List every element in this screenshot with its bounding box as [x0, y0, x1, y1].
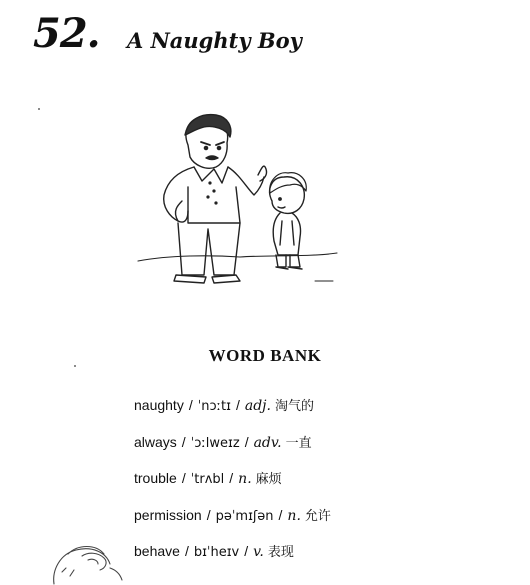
entry-meaning: 表现 — [267, 545, 294, 560]
entry-phonetic: ˈɔːlweɪz — [190, 435, 240, 451]
entry-meaning: 麻烦 — [255, 472, 282, 487]
word-bank-list — [134, 395, 331, 578]
entry-phonetic: ˈtrʌbl — [190, 472, 225, 487]
entry-phonetic: pəˈmɪʃən — [215, 508, 274, 524]
page-speck — [38, 108, 40, 110]
entry-phonetic: bɪˈheɪv — [193, 545, 240, 560]
entry-word: trouble — [134, 470, 177, 486]
word-bank-entry: naughty / ˈnɔːtɪ / adj. 淘气的 — [134, 397, 314, 414]
entry-phonetic: ˈnɔːtɪ — [197, 399, 231, 414]
entry-part-of-speech: n. — [238, 471, 252, 487]
word-bank-entry: trouble / ˈtrʌbl / n. 麻烦 — [134, 470, 282, 487]
entry-part-of-speech: adv. — [253, 434, 282, 451]
entry-part-of-speech: n. — [287, 507, 301, 524]
word-bank-entry: permission / pəˈmɪʃən / n. 允许 — [134, 506, 331, 524]
entry-part-of-speech: v. — [253, 544, 264, 560]
corner-sketch-illustration — [48, 540, 128, 585]
entry-meaning: 一直 — [285, 435, 312, 451]
entry-word: always — [134, 433, 177, 450]
entry-word: naughty — [134, 397, 184, 413]
lesson-title: A Naughty Boy — [127, 28, 302, 53]
scolding-illustration — [130, 105, 345, 295]
word-bank-heading: WORD BANK — [208, 346, 322, 365]
entry-word: permission — [134, 506, 202, 523]
lesson-number: 52. — [33, 10, 100, 57]
word-bank-entry: behave / bɪˈheɪv / v. 表现 — [134, 543, 294, 560]
entry-meaning: 淘气的 — [274, 399, 314, 414]
entry-meaning: 允许 — [304, 508, 331, 524]
entry-part-of-speech: adj. — [244, 398, 271, 414]
word-bank-entry: always / ˈɔːlweɪz / adv. 一直 — [134, 433, 312, 451]
entry-word: behave — [134, 543, 180, 559]
